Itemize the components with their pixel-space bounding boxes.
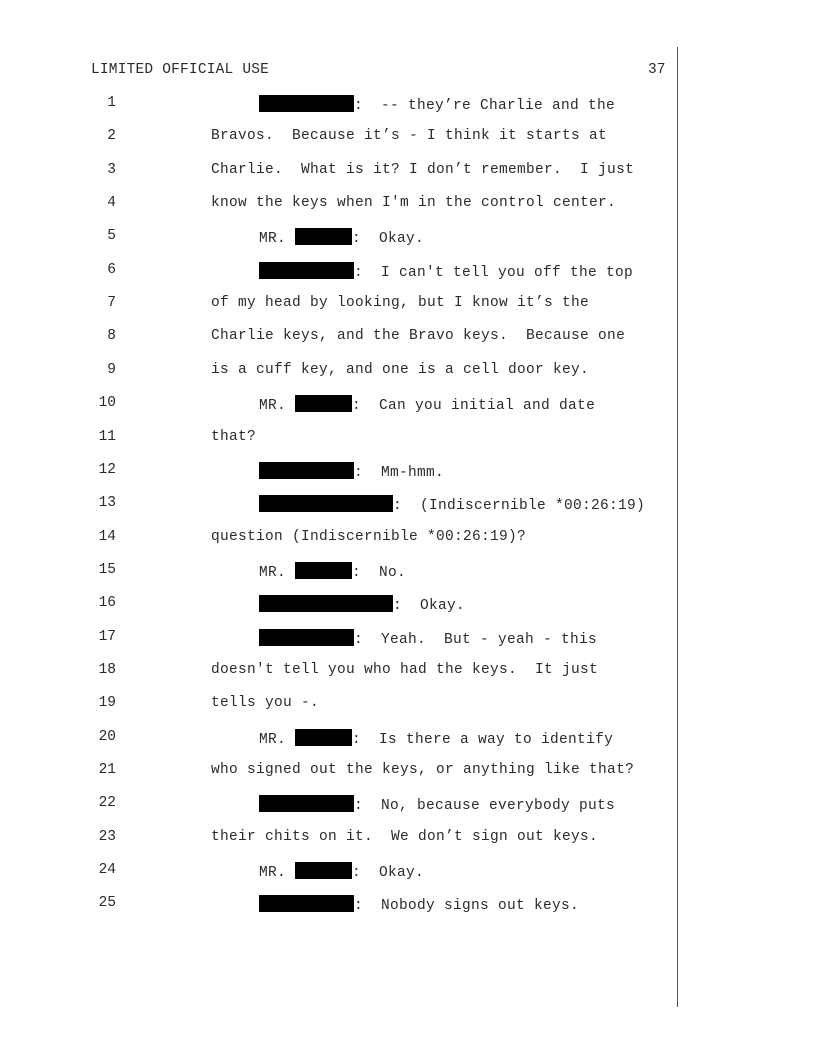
transcript-line xyxy=(0,228,816,250)
speaker-title: MR. xyxy=(259,865,296,882)
line-number: 14 xyxy=(98,528,116,545)
line-number: 22 xyxy=(98,795,116,812)
transcript-line xyxy=(0,829,816,851)
transcript-line xyxy=(0,495,816,517)
line-number: 21 xyxy=(98,762,116,778)
transcript-line xyxy=(0,762,816,784)
speaker-line: MR. : No. xyxy=(259,562,406,581)
transcript-line xyxy=(0,895,816,917)
transcript-line xyxy=(0,195,816,217)
line-number: 3 xyxy=(107,161,116,178)
continuation-line xyxy=(211,829,598,845)
line-text: (Indiscernible *00:26:19) xyxy=(420,498,646,515)
redaction-box xyxy=(259,629,354,646)
transcript-line xyxy=(0,162,816,184)
page-number: 37 xyxy=(648,62,666,78)
transcript-line xyxy=(0,429,816,451)
continuation-line xyxy=(211,429,256,445)
speaker-line: MR. : Can you initial and date xyxy=(259,395,595,414)
line-number: 9 xyxy=(107,361,116,378)
continuation-line xyxy=(211,529,526,545)
line-text: Nobody signs out keys. xyxy=(381,898,580,915)
line-text: who signed out the keys, or anything like that? xyxy=(211,762,635,778)
speaker-title: MR. xyxy=(259,398,296,415)
speaker-line: : Yeah. But - yeah - this xyxy=(259,629,597,648)
line-number: 19 xyxy=(98,695,116,712)
line-number: 1 xyxy=(107,95,116,111)
continuation-line xyxy=(211,195,616,211)
line-number: 4 xyxy=(107,195,116,212)
line-text: of my head by looking, but I know it’s the xyxy=(211,295,590,312)
redaction-box xyxy=(259,795,354,812)
redaction-box xyxy=(295,862,352,879)
transcript-line xyxy=(0,295,816,317)
line-text: question (Indiscernible *00:26:19)? xyxy=(211,528,527,545)
transcript-line xyxy=(0,562,816,584)
transcript-line xyxy=(0,128,816,150)
continuation-line xyxy=(211,328,625,344)
speaker-line: : No, because everybody puts xyxy=(259,795,615,814)
continuation-line xyxy=(211,762,634,778)
line-number: 12 xyxy=(98,461,116,478)
speaker-title: MR. xyxy=(259,731,296,748)
line-text: Okay. xyxy=(420,598,466,615)
transcript-line xyxy=(0,795,816,817)
line-text: tells you -. xyxy=(211,695,320,712)
transcript-line xyxy=(0,362,816,384)
line-text: Can you initial and date xyxy=(379,398,596,415)
line-text: Charlie. What is it? I don’t remember. I just xyxy=(211,161,635,178)
transcript-line xyxy=(0,529,816,551)
continuation-line xyxy=(211,162,634,178)
transcript-line xyxy=(0,328,816,350)
transcript-line xyxy=(0,629,816,651)
line-number: 2 xyxy=(107,128,116,145)
line-text: is a cuff key, and one is a cell door key. xyxy=(211,361,590,378)
classification-header: LIMITED OFFICIAL USE xyxy=(91,62,270,78)
line-number: 15 xyxy=(98,561,116,578)
line-number: 16 xyxy=(98,595,116,612)
speaker-line: : Nobody signs out keys. xyxy=(259,895,579,914)
continuation-line xyxy=(211,295,589,311)
line-text: Okay. xyxy=(379,231,425,248)
line-number: 25 xyxy=(98,895,116,912)
line-number: 20 xyxy=(98,728,116,745)
line-text: -- they’re Charlie and the xyxy=(381,98,616,114)
continuation-line xyxy=(211,362,589,378)
line-text: Bravos. Because it’s - I think it starts at xyxy=(211,128,608,145)
speaker-title: MR. xyxy=(259,231,296,248)
transcript-line xyxy=(0,595,816,617)
redaction-box xyxy=(295,395,352,412)
line-text: Mm-hmm. xyxy=(381,464,445,481)
redaction-box xyxy=(259,595,393,612)
speaker-title: MR. xyxy=(259,564,296,581)
line-number: 10 xyxy=(98,395,116,412)
line-text: that? xyxy=(211,428,257,445)
line-number: 6 xyxy=(107,261,116,278)
speaker-line: MR. : Okay. xyxy=(259,228,424,247)
continuation-line xyxy=(211,128,607,144)
transcript-line xyxy=(0,662,816,684)
line-text: their chits on it. We don’t sign out keys. xyxy=(211,828,599,845)
transcript-line xyxy=(0,695,816,717)
speaker-line: : Okay. xyxy=(259,595,465,614)
transcript-line xyxy=(0,729,816,751)
transcript-line xyxy=(0,862,816,884)
speaker-line: : -- they’re Charlie and the xyxy=(259,95,615,114)
line-text: Charlie keys, and the Bravo keys. Because one xyxy=(211,328,626,345)
line-text: doesn't tell you who had the keys. It just xyxy=(211,661,599,678)
transcript-line xyxy=(0,95,816,117)
redaction-box xyxy=(259,95,354,112)
line-number: 8 xyxy=(107,328,116,345)
line-number: 5 xyxy=(107,228,116,245)
line-text: know the keys when I'm in the control center. xyxy=(211,195,617,212)
line-number: 13 xyxy=(98,495,116,512)
speaker-line: MR. : Okay. xyxy=(259,862,424,881)
speaker-line: : I can't tell you off the top xyxy=(259,262,633,281)
speaker-line: : Mm-hmm. xyxy=(259,462,444,481)
redaction-box xyxy=(295,729,352,746)
continuation-line xyxy=(211,695,319,711)
line-text: Is there a way to identify xyxy=(379,731,614,748)
redaction-box xyxy=(259,495,393,512)
line-text: Okay. xyxy=(379,865,425,882)
redaction-box xyxy=(295,228,352,245)
redaction-box xyxy=(259,462,354,479)
line-text: Yeah. But - yeah - this xyxy=(381,631,598,648)
speaker-line: MR. : Is there a way to identify xyxy=(259,729,613,748)
transcript-line xyxy=(0,262,816,284)
continuation-line xyxy=(211,662,598,678)
transcript-line xyxy=(0,462,816,484)
line-text: No. xyxy=(379,564,407,581)
redaction-box xyxy=(295,562,352,579)
line-number: 11 xyxy=(98,428,116,445)
redaction-box xyxy=(259,262,354,279)
line-number: 7 xyxy=(107,295,116,312)
line-number: 18 xyxy=(98,661,116,678)
line-text: No, because everybody puts xyxy=(381,798,616,815)
transcript-line xyxy=(0,395,816,417)
line-number: 23 xyxy=(98,828,116,845)
line-text: I can't tell you off the top xyxy=(381,264,634,281)
line-number: 17 xyxy=(98,628,116,645)
speaker-line: : (Indiscernible *00:26:19) xyxy=(259,495,645,514)
redaction-box xyxy=(259,895,354,912)
line-number: 24 xyxy=(98,862,116,879)
